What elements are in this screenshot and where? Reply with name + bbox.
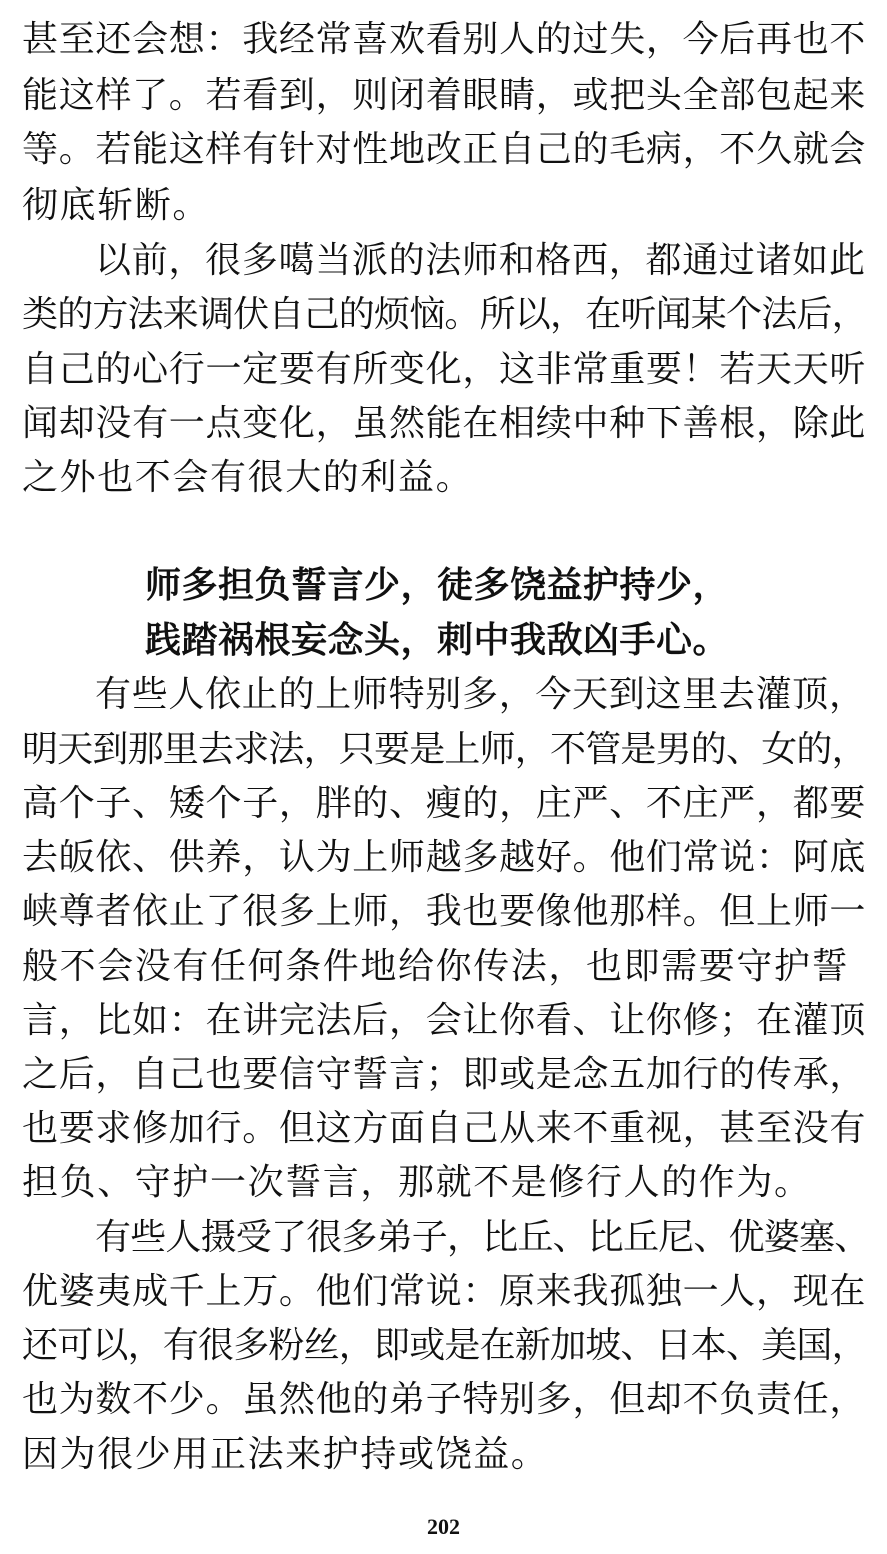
text-line: 能这样了。若看到，则闭着眼睛，或把头全部包起来	[22, 75, 867, 116]
verse-line: 师多担负誓言少，徒多饶益护持少，	[145, 565, 730, 606]
text-line: 因为很少用正法来护持或饶益。	[22, 1434, 549, 1475]
text-line: 也要求修加行。但这方面自己从来不重视，甚至没有	[22, 1108, 867, 1149]
text-line: 类的方法来调伏自己的烦恼。所以，在听闻某个法后，	[22, 294, 867, 335]
text-line: 也为数不少。虽然他的弟子特别多，但却不负责任，	[22, 1379, 867, 1420]
text-line: 之外也不会有很大的利益。	[22, 457, 474, 498]
text-line: 之后，自己也要信守誓言；即或是念五加行的传承，	[22, 1054, 867, 1095]
text-line: 以前，很多噶当派的法师和格西，都通过诸如此	[95, 240, 866, 281]
text-line: 等。若能这样有针对性地改正自己的毛病，不久就会	[22, 129, 867, 170]
verse-line: 践踏祸根妄念头，刺中我敌凶手心。	[145, 620, 730, 661]
text-line: 闻却没有一点变化，虽然能在相续中种下善根，除此	[22, 403, 867, 444]
text-line: 还可以，有很多粉丝，即或是在新加坡、日本、美国，	[22, 1325, 867, 1366]
text-line: 担负、守护一次誓言，那就不是修行人的作为。	[22, 1162, 812, 1203]
text-line: 有些人依止的上师特别多，今天到这里去灌顶，	[95, 674, 866, 715]
text-line: 般不会没有任何条件地给你传法，也即需要守护誓	[22, 946, 850, 987]
text-line: 高个子、矮个子，胖的、瘦的，庄严、不庄严，都要	[22, 783, 867, 824]
text-line: 甚至还会想：我经常喜欢看别人的过失，今后再也不	[22, 19, 867, 60]
text-line: 峡尊者依止了很多上师，我也要像他那样。但上师一	[22, 891, 867, 932]
text-line: 明天到那里去求法，只要是上师，不管是男的、女的，	[22, 729, 867, 770]
text-line: 有些人摄受了很多弟子，比丘、比丘尼、优婆塞、	[95, 1217, 870, 1258]
text-line: 去皈依、供养，认为上师越多越好。他们常说：阿底	[22, 837, 867, 878]
text-line: 优婆夷成千上万。他们常说：原来我孤独一人，现在	[22, 1271, 867, 1312]
text-line: 彻底斩断。	[22, 185, 211, 226]
text-line: 言，比如：在讲完法后，会让你看、让你修；在灌顶	[22, 1000, 867, 1041]
text-line: 自己的心行一定要有所变化，这非常重要！若天天听	[22, 349, 867, 390]
page-number: 202	[427, 1514, 460, 1539]
